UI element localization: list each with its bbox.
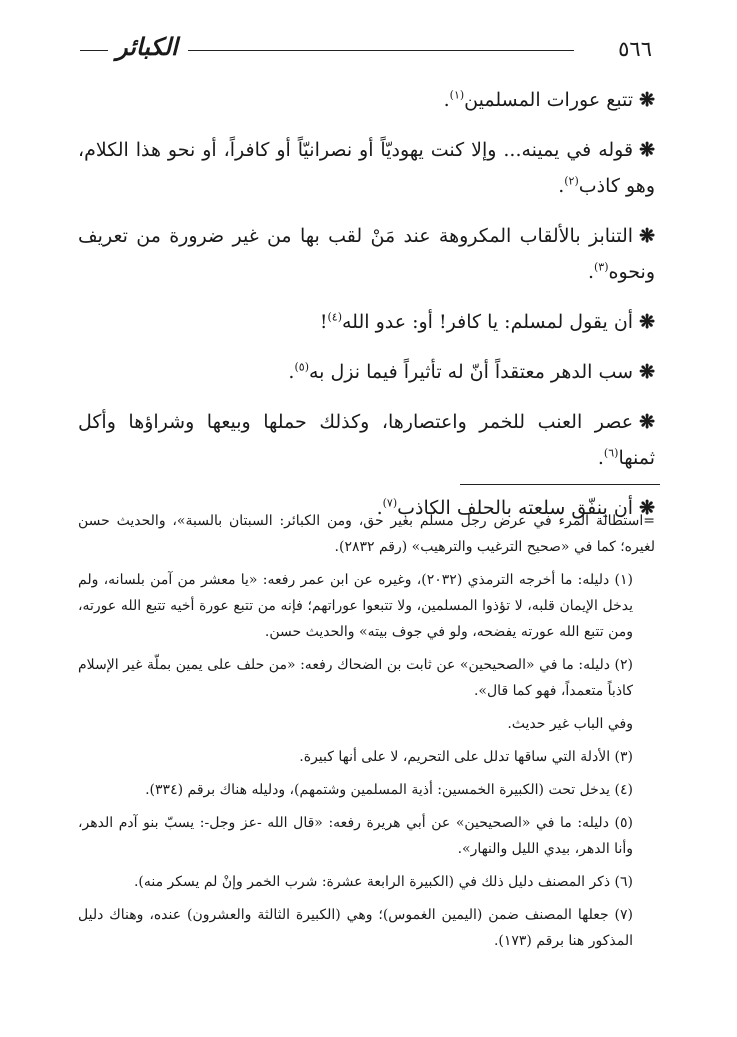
asterisk-icon: ❋ [639, 89, 655, 111]
item-text: قوله في يمينه... وإلا كنت يهوديّاً أو نصرانيّاً أو كافراً، أو نحو هذا الكلام، وهو كاذب [78, 139, 655, 197]
item-tail: . [597, 447, 604, 469]
footnote-ref: (٢) [564, 174, 579, 188]
footnote-ref: (٥) [294, 360, 309, 374]
page-header [80, 32, 652, 62]
asterisk-icon: ❋ [639, 225, 655, 247]
footnote-continuation: =استطالة المرء في عرض رجل مسلم بغير حق، ومن الكبائر: السبتان بالسبة»، والحديث حسن لغيره؛ كما في «صحيح الترغيب والترهيب» (رقم ٢٨٣٢). [78, 513, 655, 555]
item-tail: . [443, 89, 450, 111]
footnote: (٦) ذكر المصنف دليل ذلك في (الكبيرة الرابعة عشرة: شرب الخمر وإنْ لم يسكر منه). [133, 874, 633, 890]
header-rule [188, 50, 574, 51]
item-text: أن يقول لمسلم: يا كافر! أو: عدو الله [341, 311, 634, 333]
footnote-ref: (٧) [382, 496, 398, 510]
item-tail: . [288, 361, 295, 383]
asterisk-icon: ❋ [639, 311, 655, 333]
footnote: (١) دليله: ما أخرجه الترمذي (٢٠٣٢)، وغيره عن ابن عمر رفعه: «يا معشر من آمن بلسانه، ولم يدخل الإيمان قلبه، لا تؤذوا المسلمين، ولا تتبعوا عوراتهم؛ فإنه من تتبع عورة أخيه تتبع الله عورته، ومن تتبع الله عورته يفضحه، ولو في جوف بيته» والحديث حسن. [78, 572, 633, 640]
item-tail: . [558, 175, 565, 197]
header-rule-left [80, 50, 108, 51]
list-item [78, 354, 655, 390]
item-text: التنابز بالألقاب المكروهة عند مَنْ لقب بها من غير ضرورة من تعريف ونحوه [78, 225, 655, 283]
list-item [78, 82, 655, 118]
footnote: وفي الباب غير حديث. [507, 716, 633, 732]
list-item [78, 404, 655, 476]
footnote: (٧) جعلها المصنف ضمن (اليمين الغموس)؛ وهي (الكبيرة الثالثة والعشرون) عنده، وهناك دليل المذكور هنا برقم (١٧٣). [78, 907, 633, 949]
item-text: أن ينفّق سلعته بالحلف الكاذب [397, 497, 634, 519]
item-tail: . [587, 261, 594, 283]
footnote: (٤) يدخل تحت (الكبيرة الخمسين: أذية المسلمين وشتمهم)، ودليله هناك برقم (٣٣٤). [145, 782, 633, 798]
main-text [78, 82, 655, 540]
footnote-ref: (٣) [593, 260, 609, 274]
footnotes [78, 508, 655, 961]
asterisk-icon: ❋ [639, 139, 655, 161]
item-text: سب الدهر معتقداً أنّ له تأثيراً فيما نزل به [308, 361, 634, 383]
footnote-ref: (١) [449, 88, 465, 102]
footnote-separator [460, 484, 660, 485]
footnote-ref: (٦) [603, 446, 619, 460]
page-number: ٥٦٦ [618, 37, 652, 61]
list-item [78, 304, 655, 340]
footnote-ref: (٤) [327, 310, 342, 324]
item-tail: ! [319, 311, 328, 333]
footnote: (٣) الأدلة التي ساقها تدلل على التحريم، لا على أنها كبيرة. [299, 749, 633, 765]
footnote: (٢) دليله: ما في «الصحيحين» عن ثابت بن الضحاك رفعه: «من حلف على يمين بملّة غير الإسلام كاذباً متعمداً، فهو كما قال». [78, 657, 633, 699]
book-title: الكبائر [116, 32, 178, 61]
item-text: تتبع عورات المسلمين [464, 89, 634, 111]
asterisk-icon: ❋ [639, 497, 655, 519]
list-item [78, 218, 655, 290]
item-tail: . [376, 497, 383, 519]
list-item [78, 132, 655, 204]
asterisk-icon: ❋ [639, 361, 655, 383]
item-text: عصر العنب للخمر واعتصارها، وكذلك حملها وبيعها وشراؤها وأكل ثمنها [78, 411, 655, 469]
footnote: (٥) دليله: ما في «الصحيحين» عن أبي هريرة رفعه: «قال الله -عز وجل-: يسبّ بنو آدم الدهر، وأنا الدهر، بيدي الليل والنهار». [78, 815, 633, 857]
asterisk-icon: ❋ [639, 411, 655, 433]
